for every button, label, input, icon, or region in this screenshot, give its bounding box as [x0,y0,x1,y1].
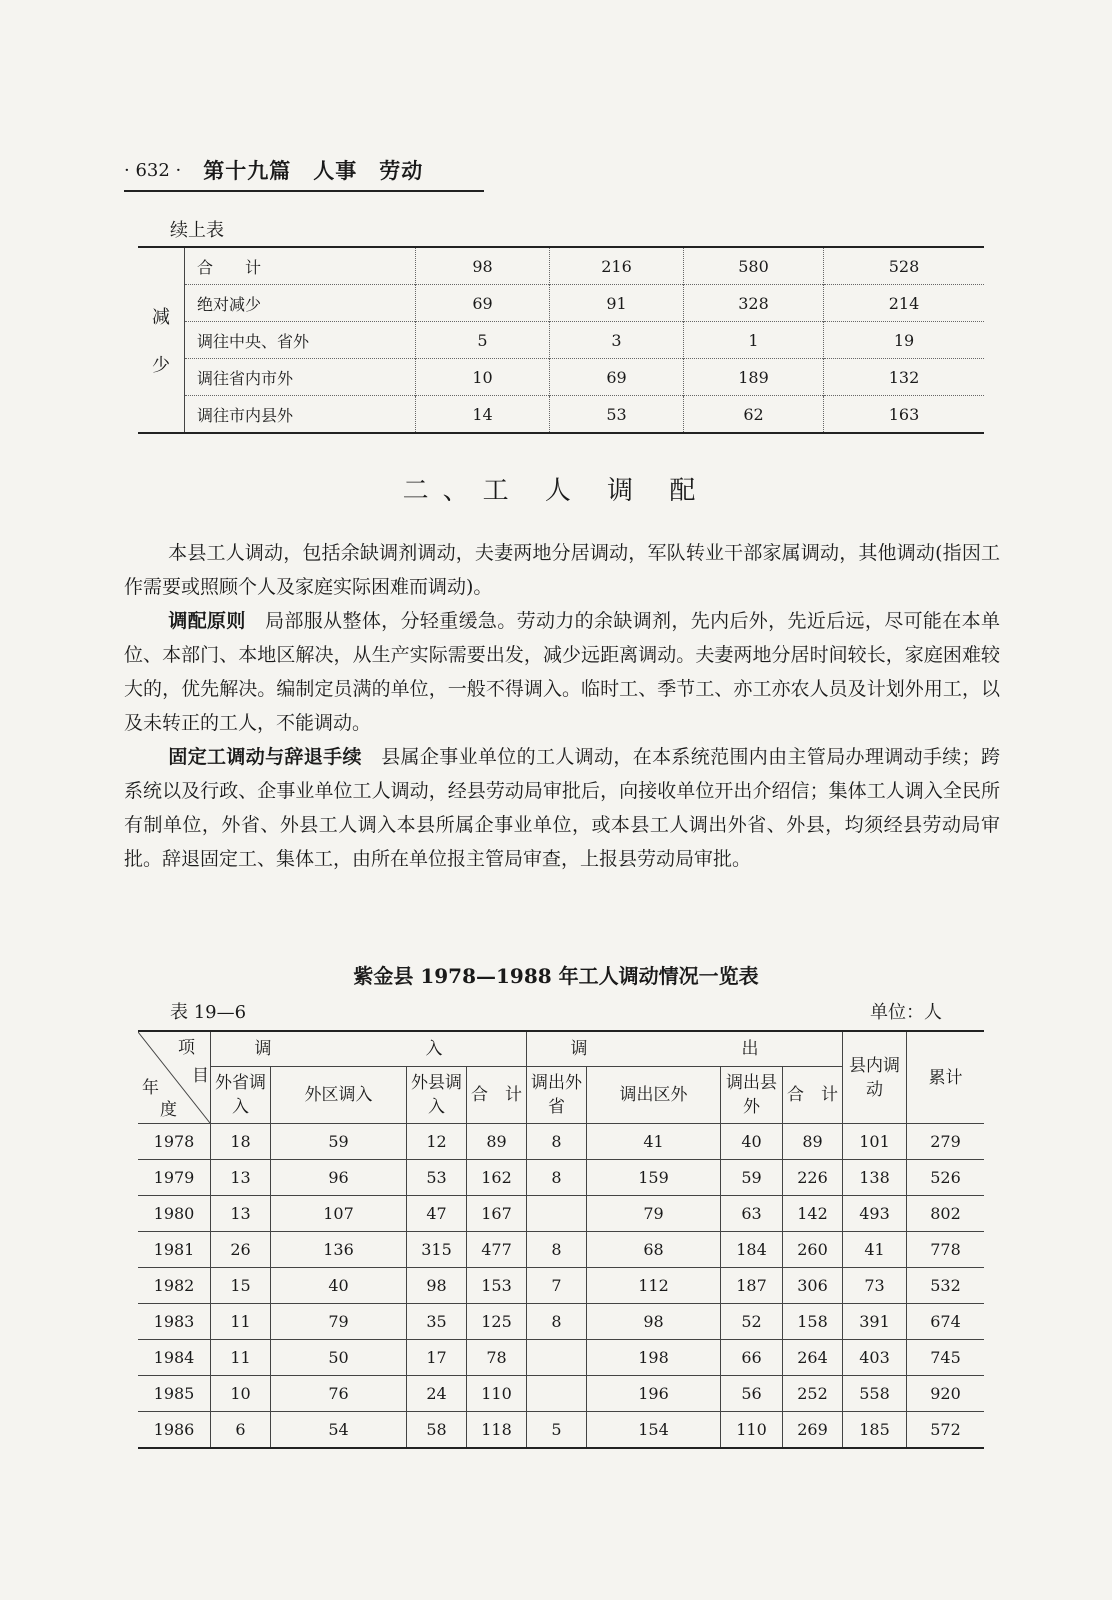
table-cell: 558 [843,1376,907,1412]
year-cell: 1982 [138,1268,211,1304]
table-cell: 226 [783,1160,843,1196]
header-out-total: 合 计 [783,1067,843,1124]
table-cell: 778 [907,1232,985,1268]
row-label: 合 计 [185,247,416,285]
table-cell: 162 [467,1160,527,1196]
table-cell: 12 [407,1124,467,1160]
year-cell: 1983 [138,1304,211,1340]
table-cell: 167 [467,1196,527,1232]
table-cell: 187 [721,1268,783,1304]
header-in-district: 外区调入 [271,1067,407,1124]
table-cell: 920 [907,1376,985,1412]
table-cell: 216 [550,247,684,285]
table-cell: 79 [587,1196,721,1232]
table-number: 表 19—6 [170,1002,247,1023]
table-cell: 5 [416,322,550,359]
table-cell: 138 [843,1160,907,1196]
table-unit: 单位：人 [870,1002,942,1023]
year-cell: 1984 [138,1340,211,1376]
table-cell: 125 [467,1304,527,1340]
table-row [138,1376,984,1412]
table-cell: 53 [407,1160,467,1196]
reduction-table [138,246,984,434]
table-cell: 260 [783,1232,843,1268]
chapter-title: 第十九篇 人事 劳动 [203,158,424,183]
table-cell: 8 [527,1232,587,1268]
row-label: 调往市内县外 [185,396,416,434]
header-out-county: 调出县外 [721,1067,783,1124]
table-cell: 477 [467,1232,527,1268]
table-cell: 306 [783,1268,843,1304]
table-cell: 13 [211,1160,271,1196]
table-row [138,1124,984,1160]
header-cumulative: 累计 [907,1031,985,1124]
paragraph-principles: 调配原则 局部服从整体，分轻重缓急。劳动力的余缺调剂，先内后外，先近后远，尽可能在本单位、本部门、本地区解决，从生产实际需要出发，减少远距离调动。夫妻两地分居时间较长，家庭困难较大的，优先解决。编制定员满的单位，一般不得调入。临时工、季节工、亦工亦农人员及计划外用工，以及未转正的工人，不能调动。 [124,610,1000,734]
table-cell: 158 [783,1304,843,1340]
table-cell: 674 [907,1304,985,1340]
table-cell: 1 [684,322,824,359]
year-cell: 1986 [138,1412,211,1449]
table-cell: 24 [407,1376,467,1412]
table-cell: 50 [271,1340,407,1376]
table-cell: 19 [824,322,985,359]
table-row [138,396,984,434]
row-label: 调往省内市外 [185,359,416,396]
table-cell: 11 [211,1304,271,1340]
table-cell: 41 [843,1232,907,1268]
corner-header: 项 目 年 度 [138,1031,211,1124]
table-cell: 136 [271,1232,407,1268]
table-cell: 35 [407,1304,467,1340]
table-row [138,1412,984,1449]
header-in-province: 外省调入 [211,1067,271,1124]
table-cell [527,1340,587,1376]
table-cell: 98 [407,1268,467,1304]
table-cell: 572 [907,1412,985,1449]
table-cell: 269 [783,1412,843,1449]
year-cell: 1985 [138,1376,211,1412]
year-cell: 1980 [138,1196,211,1232]
table-cell: 526 [907,1160,985,1196]
table-cell: 17 [407,1340,467,1376]
table-row [138,359,984,396]
table-row [138,1304,984,1340]
row-label: 调往中央、省外 [185,322,416,359]
table-cell: 58 [407,1412,467,1449]
table-cell: 112 [587,1268,721,1304]
table-cell: 41 [587,1124,721,1160]
table-cell: 54 [271,1412,407,1449]
table-cell: 8 [527,1124,587,1160]
paragraph-intro: 本县工人调动，包括余缺调剂调动，夫妻两地分居调动，军队转业干部家属调动，其他调动(指因工作需要或照顾个人及家庭实际困难而调动)。 [124,542,1000,598]
table-cell: 315 [407,1232,467,1268]
header-in-total: 合 计 [467,1067,527,1124]
group-header-in: 调 入 [211,1031,527,1067]
table-cell: 69 [550,359,684,396]
table-cell: 493 [843,1196,907,1232]
table-cell: 26 [211,1232,271,1268]
table-cell: 279 [907,1124,985,1160]
table-cell: 76 [271,1376,407,1412]
table-cell: 391 [843,1304,907,1340]
page-header [124,150,484,192]
year-cell: 1979 [138,1160,211,1196]
table-cell: 14 [416,396,550,434]
table-cell: 132 [824,359,985,396]
table-cell: 79 [271,1304,407,1340]
table-cell: 40 [721,1124,783,1160]
table-cell: 6 [211,1412,271,1449]
table-cell: 96 [271,1160,407,1196]
header-in-county: 外县调入 [407,1067,467,1124]
page-number: · 632 · [124,159,182,181]
table-row [138,1160,984,1196]
year-cell: 1978 [138,1124,211,1160]
table-cell: 98 [416,247,550,285]
table-row [138,1196,984,1232]
table-cell: 159 [587,1160,721,1196]
table-cell: 745 [907,1340,985,1376]
paragraph-procedures: 固定工调动与辞退手续 县属企事业单位的工人调动，在本系统范围内由主管局办理调动手续；跨系统以及行政、企事业单位工人调动，经县劳动局审批后，向接收单位开出介绍信；集体工人调入全民所有制单位，外省、外县工人调入本县所属企事业单位，或本县工人调出外省、外县，均须经县劳动局审批。辞退固定工、集体工，由所在单位报主管局审查，上报县劳动局审批。 [124,746,1000,870]
table-cell: 10 [211,1376,271,1412]
table-cell: 98 [587,1304,721,1340]
table-cell: 66 [721,1340,783,1376]
table-cell: 18 [211,1124,271,1160]
table-cell: 63 [721,1196,783,1232]
table-row [138,1268,984,1304]
table-cell: 40 [271,1268,407,1304]
table-cell: 163 [824,396,985,434]
table-cell: 153 [467,1268,527,1304]
table-cell: 7 [527,1268,587,1304]
paragraph-heading: 调配原则 [168,610,246,632]
table-cell [527,1376,587,1412]
table-cell: 198 [587,1340,721,1376]
section-title: 二、工 人 调 配 [402,476,710,506]
table-cell: 101 [843,1124,907,1160]
table-cell: 8 [527,1304,587,1340]
table-cell: 78 [467,1340,527,1376]
table-cell: 68 [587,1232,721,1268]
table-cell: 328 [684,285,824,322]
table-cell: 532 [907,1268,985,1304]
table-row [138,1232,984,1268]
table-cell: 528 [824,247,985,285]
table-cell: 154 [587,1412,721,1449]
table-row [138,322,984,359]
table-cell: 3 [550,322,684,359]
paragraph-heading: 固定工调动与辞退手续 [168,746,362,768]
table-cell: 185 [843,1412,907,1449]
table-cell: 89 [783,1124,843,1160]
group-header-out: 调 出 [527,1031,843,1067]
table-cell: 264 [783,1340,843,1376]
table-cell: 10 [416,359,550,396]
table-cell: 91 [550,285,684,322]
transfer-table [138,1030,984,1449]
header-within: 县内调动 [843,1031,907,1124]
section-label: 减 少 [138,247,185,433]
table-cell: 13 [211,1196,271,1232]
table-cell: 580 [684,247,824,285]
continued-label: 续上表 [170,220,224,241]
table-cell [527,1196,587,1232]
table-cell: 214 [824,285,985,322]
table-cell: 15 [211,1268,271,1304]
table-cell: 5 [527,1412,587,1449]
header-out-province: 调出外省 [527,1067,587,1124]
table-cell: 8 [527,1160,587,1196]
table-cell: 142 [783,1196,843,1232]
table-cell: 59 [721,1160,783,1196]
table-cell: 184 [721,1232,783,1268]
table-cell: 69 [416,285,550,322]
table-cell: 196 [587,1376,721,1412]
table-cell: 118 [467,1412,527,1449]
table-cell: 59 [271,1124,407,1160]
table-cell: 110 [721,1412,783,1449]
table-cell: 73 [843,1268,907,1304]
table-cell: 189 [684,359,824,396]
header-out-district: 调出区外 [587,1067,721,1124]
table-cell: 62 [684,396,824,434]
table-cell: 53 [550,396,684,434]
table-cell: 47 [407,1196,467,1232]
table-cell: 403 [843,1340,907,1376]
year-cell: 1981 [138,1232,211,1268]
table-cell: 110 [467,1376,527,1412]
table-cell: 11 [211,1340,271,1376]
table-title: 紫金县 1978—1988 年工人调动情况一览表 [353,964,759,988]
table-cell: 252 [783,1376,843,1412]
row-label: 绝对减少 [185,285,416,322]
table-row [138,247,984,285]
table-cell: 56 [721,1376,783,1412]
table-cell: 107 [271,1196,407,1232]
table-cell: 89 [467,1124,527,1160]
table-row [138,285,984,322]
table-cell: 52 [721,1304,783,1340]
table-row [138,1340,984,1376]
table-cell: 802 [907,1196,985,1232]
